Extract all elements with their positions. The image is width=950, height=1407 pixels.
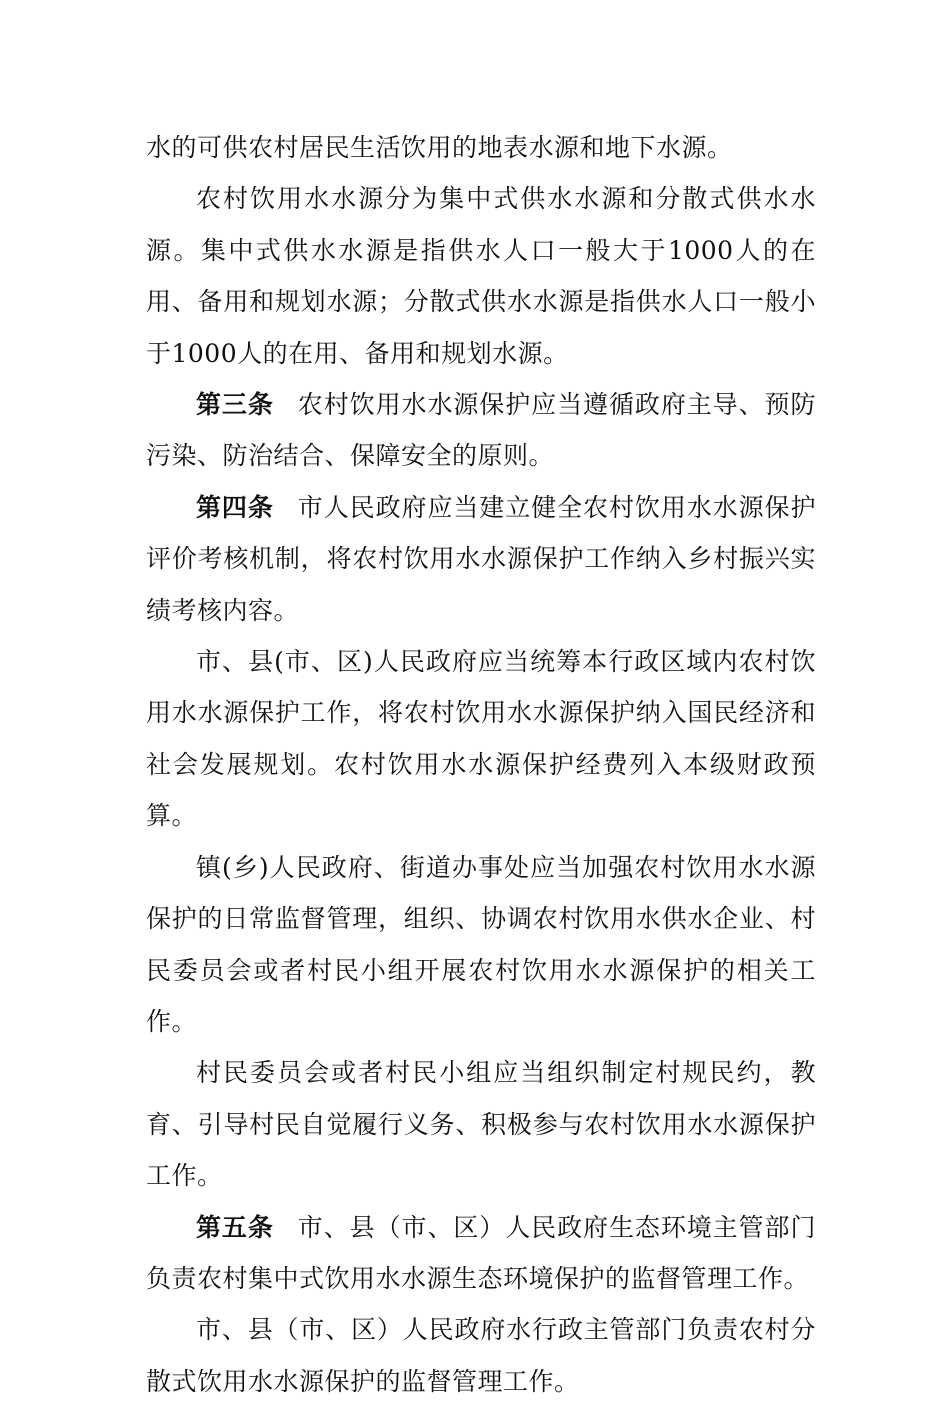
paragraph-text: 农村饮用水水源分为集中式供水水源和分散式供水水源。集中式供水水源是指供水人口一般大于1000人的在用、备用和规划水源；分散式供水水源是指供水人口一般小于1000人的在用、备用和规划水源。 <box>146 184 817 368</box>
paragraph <box>146 1047 816 1201</box>
paragraph-text: 市、县（市、区）人民政府水行政主管部门负责农村分散式饮用水水源保护的监督管理工作。 <box>146 1315 816 1396</box>
paragraph-text: 水的可供农村居民生活饮用的地表水源和地下水源。 <box>146 133 733 162</box>
article-paragraph <box>146 1202 816 1305</box>
paragraph <box>146 173 816 379</box>
paragraph-text: 市人民政府应当建立健全农村饮用水水源保护评价考核机制，将农村饮用水水源保护工作纳入乡村振兴实绩考核内容。 <box>146 492 816 625</box>
paragraph <box>146 842 816 1048</box>
paragraph-text: 镇(乡)人民政府、街道办事处应当加强农村饮用水水源保护的日常监督管理，组织、协调农村饮用水供水企业、村民委员会或者村民小组开展农村饮用水水源保护的相关工作。 <box>146 852 816 1036</box>
paragraph-text: 农村饮用水水源保护应当遵循政府主导、预防污染、防治结合、保障安全的原则。 <box>146 390 816 471</box>
paragraph <box>146 122 816 173</box>
paragraph-text: 市、县（市、区）人民政府生态环境主管部门负责农村集中式饮用水水源生态环境保护的监督管理工作。 <box>146 1212 816 1293</box>
paragraph <box>146 1304 816 1407</box>
article-number: 第五条 <box>196 1212 274 1242</box>
body-text <box>146 122 816 1407</box>
paragraph-text: 市、县(市、区)人民政府应当统筹本行政区域内农村饮用水水源保护工作，将农村饮用水水源保护纳入国民经济和社会发展规划。农村饮用水水源保护经费列入本级财政预算。 <box>146 647 816 831</box>
article-paragraph <box>146 482 816 636</box>
article-paragraph <box>146 379 816 482</box>
paragraph-text: 村民委员会或者村民小组应当组织制定村规民约，教育、引导村民自觉履行义务、积极参与农村饮用水水源保护工作。 <box>146 1058 816 1191</box>
article-number: 第四条 <box>196 492 274 522</box>
article-number: 第三条 <box>196 390 274 420</box>
paragraph <box>146 636 816 842</box>
